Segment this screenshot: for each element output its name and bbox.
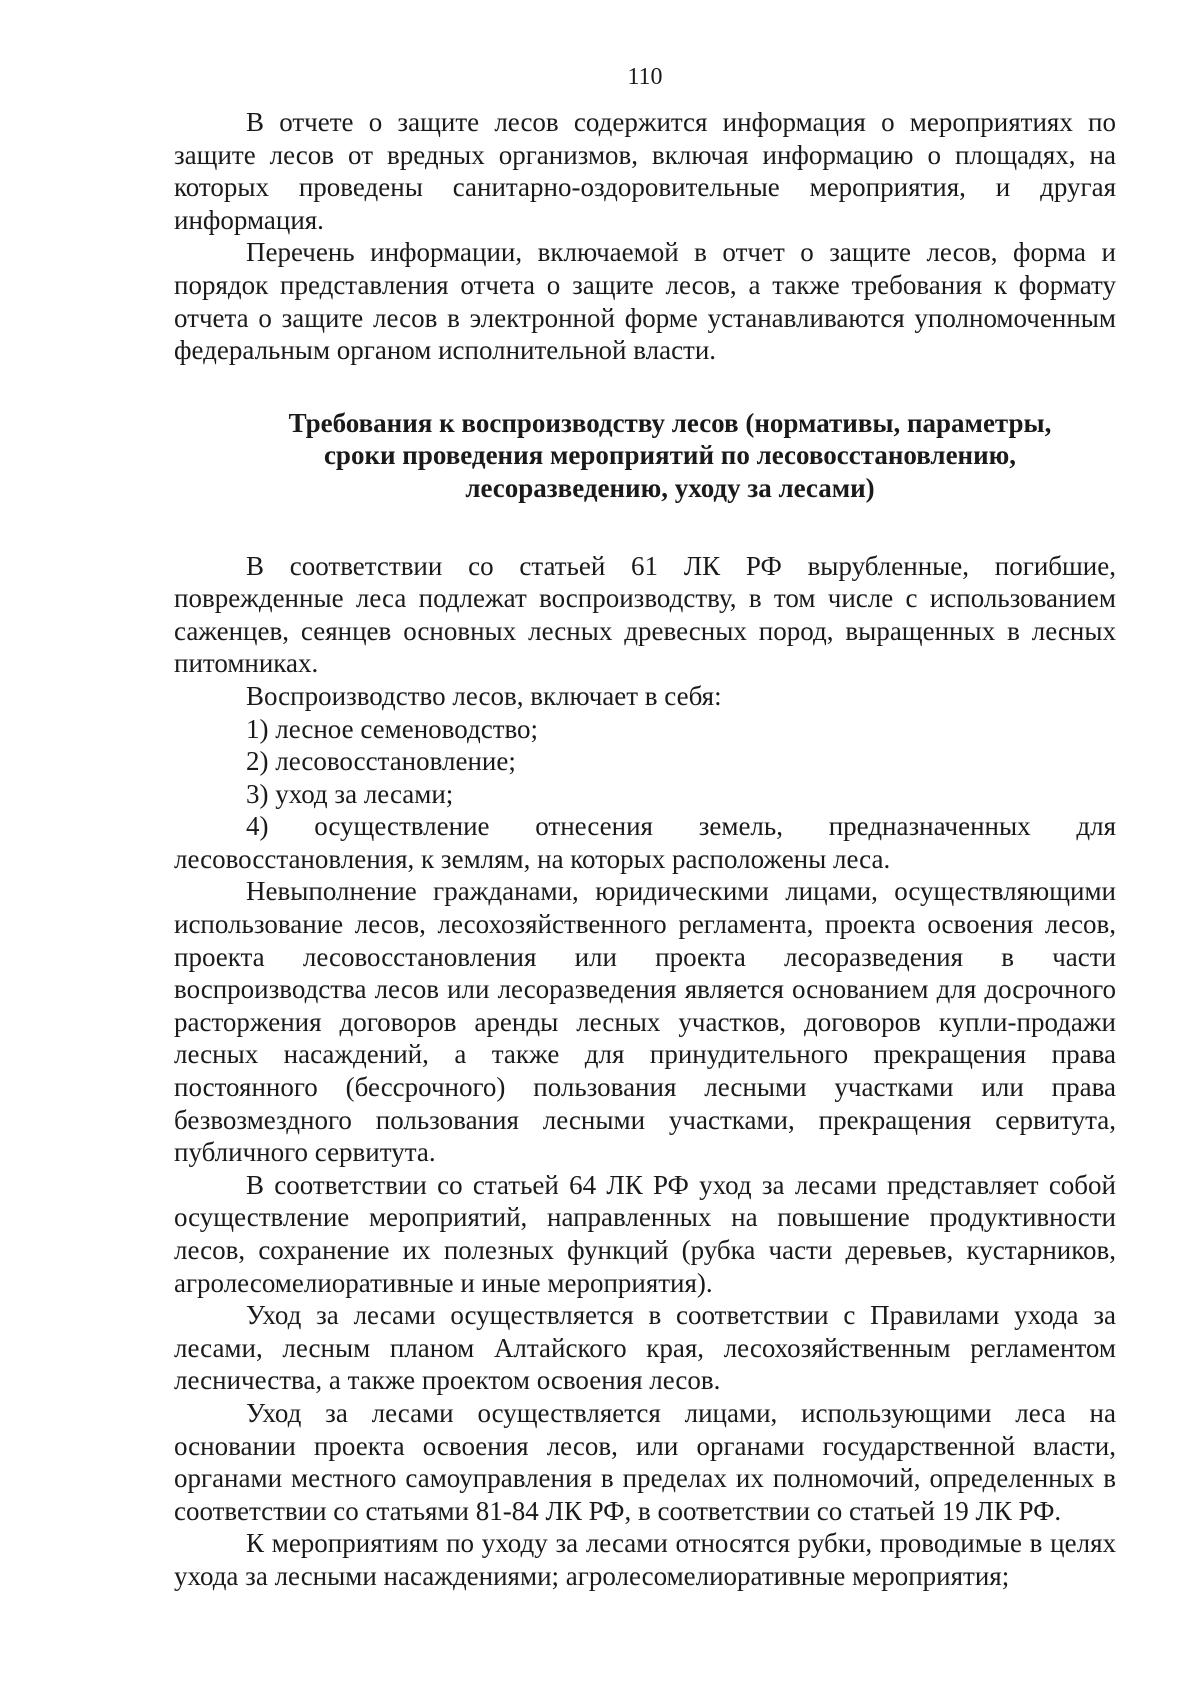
list-item: 2) лесовосстановление; — [246, 746, 516, 777]
list-item: 1) лесное семеноводство; — [246, 713, 539, 744]
body-paragraph: Уход за лесами осуществляется в соответствии с Правилами ухода за лесами, лесным планом Алтайского края, лесохозяйственным регламентом лесничества, а также проектом освоения лесов. — [174, 1300, 1116, 1396]
section-heading-line: лесоразведению, уходу за лесами) — [465, 472, 875, 503]
section-heading-line: сроки проведения мероприятий по лесовосстановлению, — [323, 440, 1017, 471]
document-page — [174, 62, 1116, 1593]
body-paragraph: К мероприятиям по уходу за лесами относятся рубки, проводимые в целях ухода за лесными насаждениями; агролесомелиоративные мероприятия; — [174, 1528, 1116, 1591]
list-item: 3) уход за лесами; — [246, 778, 454, 809]
body-paragraph: В соответствии со статьей 61 ЛК РФ вырубленные, погибшие, поврежденные леса подлежат воспроизводству, в том числе с использованием саженцев, сеянцев основных лесных древесных пород, выращенных в лесных питомниках. — [174, 550, 1116, 679]
intro-paragraph-2: Перечень информации, включаемой в отчет о защите лесов, форма и порядок представления отчета о защите лесов, а также требования к формату отчета о защите лесов в электронной форме устанавливаются уполномоченным федеральным органом исполнительной власти. — [174, 237, 1116, 366]
section-heading — [174, 407, 1116, 505]
body-paragraph: Воспроизводство лесов, включает в себя: — [246, 680, 722, 711]
section-heading-line: Требования к воспроизводству лесов (нормативы, параметры, — [288, 407, 1052, 438]
body-paragraph: В соответствии со статьей 64 ЛК РФ уход за лесами представляет собой осуществление мероприятий, направленных на повышение продуктивности лесов, сохранение их полезных функций (рубка части деревьев, кустарников, агролесомелиоративные и иные мероприятия). — [174, 1169, 1116, 1298]
body-paragraph: Уход за лесами осуществляется лицами, использующими леса на основании проекта освоения лесов, или органами государственной власти, органами местного самоуправления в пределах их полномочий, определенных в соответствии со статьями 81-84 ЛК РФ, в соответствии со статьей 19 ЛК РФ. — [174, 1397, 1116, 1526]
intro-paragraph-1: В отчете о защите лесов содержится информация о мероприятиях по защите лесов от вредных организмов, включая информацию о площадях, на которых проведены санитарно-оздоровительные мероприятия, и другая информация. — [174, 107, 1116, 235]
body-paragraph: Невыполнение гражданами, юридическими лицами, осуществляющими использование лесов, лесохозяйственного регламента, проекта освоения лесов, проекта лесовосстановления или проекта лесоразведения в части воспроизводства лесов или лесоразведения является основанием для досрочного расторжения договоров аренды лесных участков, договоров купли-продажи лесных насаждений, а также для принудительного прекращения права постоянного (бессрочного) пользования лесными участками или права безвозмездного пользования лесными участками, прекращения сервитута, публичного сервитута. — [174, 876, 1116, 1168]
list-item: 4) осуществление отнесения земель, предназначенных для лесовосстановления, к землям, на которых расположены леса. — [174, 811, 1116, 874]
page-number: 110 — [627, 64, 663, 90]
